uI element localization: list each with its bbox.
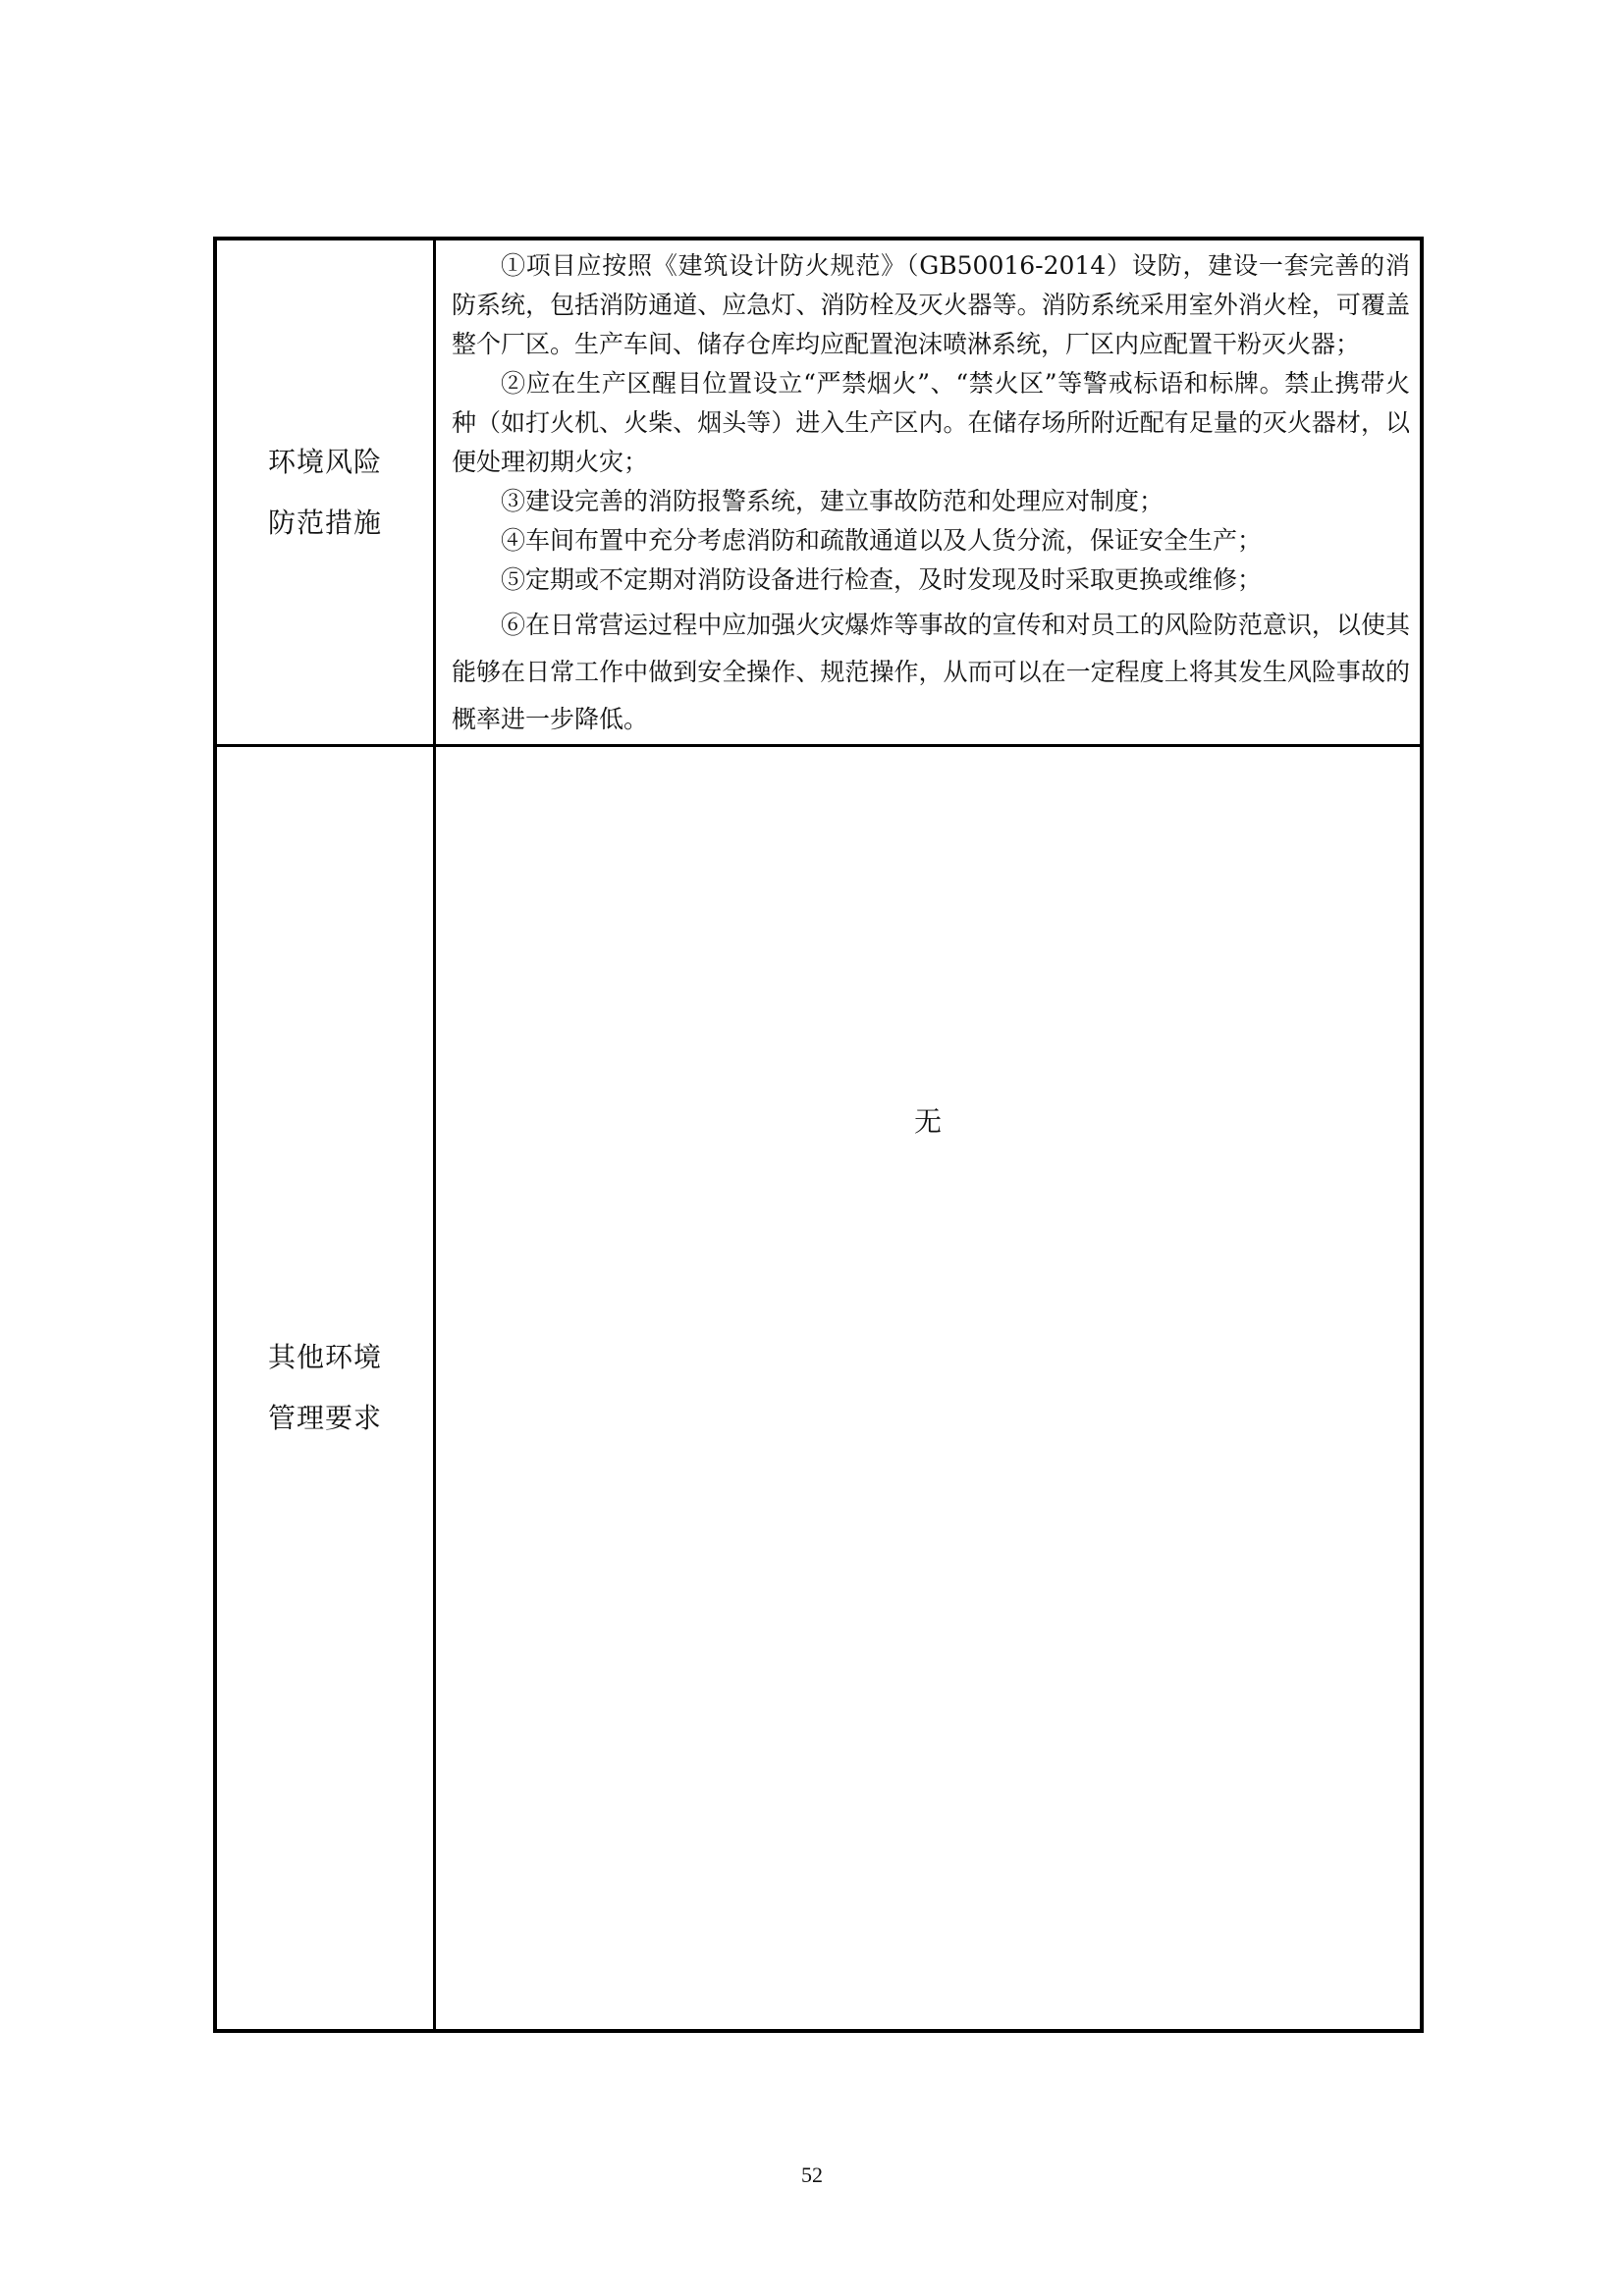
risk-item-4: ④车间布置中充分考虑消防和疏散通道以及人货分流，保证安全生产； — [501, 526, 1263, 555]
risk-label-line1: 环境风险 — [267, 445, 382, 478]
other-label-line1: 其他环境 — [267, 1341, 382, 1373]
other-requirements-content — [436, 747, 1420, 2029]
other-requirements-row — [217, 744, 1420, 2029]
risk-prevention-row — [217, 240, 1420, 744]
other-label-line2: 管理要求 — [267, 1402, 382, 1434]
other-requirements-value: 无 — [913, 1105, 942, 1138]
risk-item-5: ⑤定期或不定期对消防设备进行检查，及时发现及时采取更换或维修； — [501, 565, 1263, 594]
risk-item-2: ②应在生产区醒目位置设立“严禁烟火”、“禁火区”等警戒标语和标牌。禁止携带火种（如打火机、火柴、烟头等）进入生产区内。在储存场所附近配有足量的灭火器材，以便处理初期火灾； — [452, 369, 1410, 476]
environment-measures-table — [213, 237, 1424, 2033]
risk-item-3: ③建设完善的消防报警系统，建立事故防范和处理应对制度； — [501, 487, 1164, 515]
risk-label-line2: 防范措施 — [267, 506, 382, 539]
risk-prevention-label — [217, 240, 436, 744]
page-number: 52 — [801, 2163, 823, 2187]
risk-item-6: ⑥在日常营运过程中应加强火灾爆炸等事故的宣传和对员工的风险防范意识，以使其能够在日常工作中做到安全操作、规范操作，从而可以在一定程度上将其发生风险事故的概率进一步降低。 — [452, 611, 1410, 733]
risk-item-1: ①项目应按照《建筑设计防火规范》（GB50016-2014）设防，建设一套完善的消防系统，包括消防通道、应急灯、消防栓及灭火器等。消防系统采用室外消火栓，可覆盖整个厂区。生产车间、储存仓库均应配置泡沫喷淋系统，厂区内应配置干粉灭火器； — [452, 251, 1410, 358]
other-requirements-label — [217, 747, 436, 2029]
risk-prevention-content — [436, 240, 1420, 744]
